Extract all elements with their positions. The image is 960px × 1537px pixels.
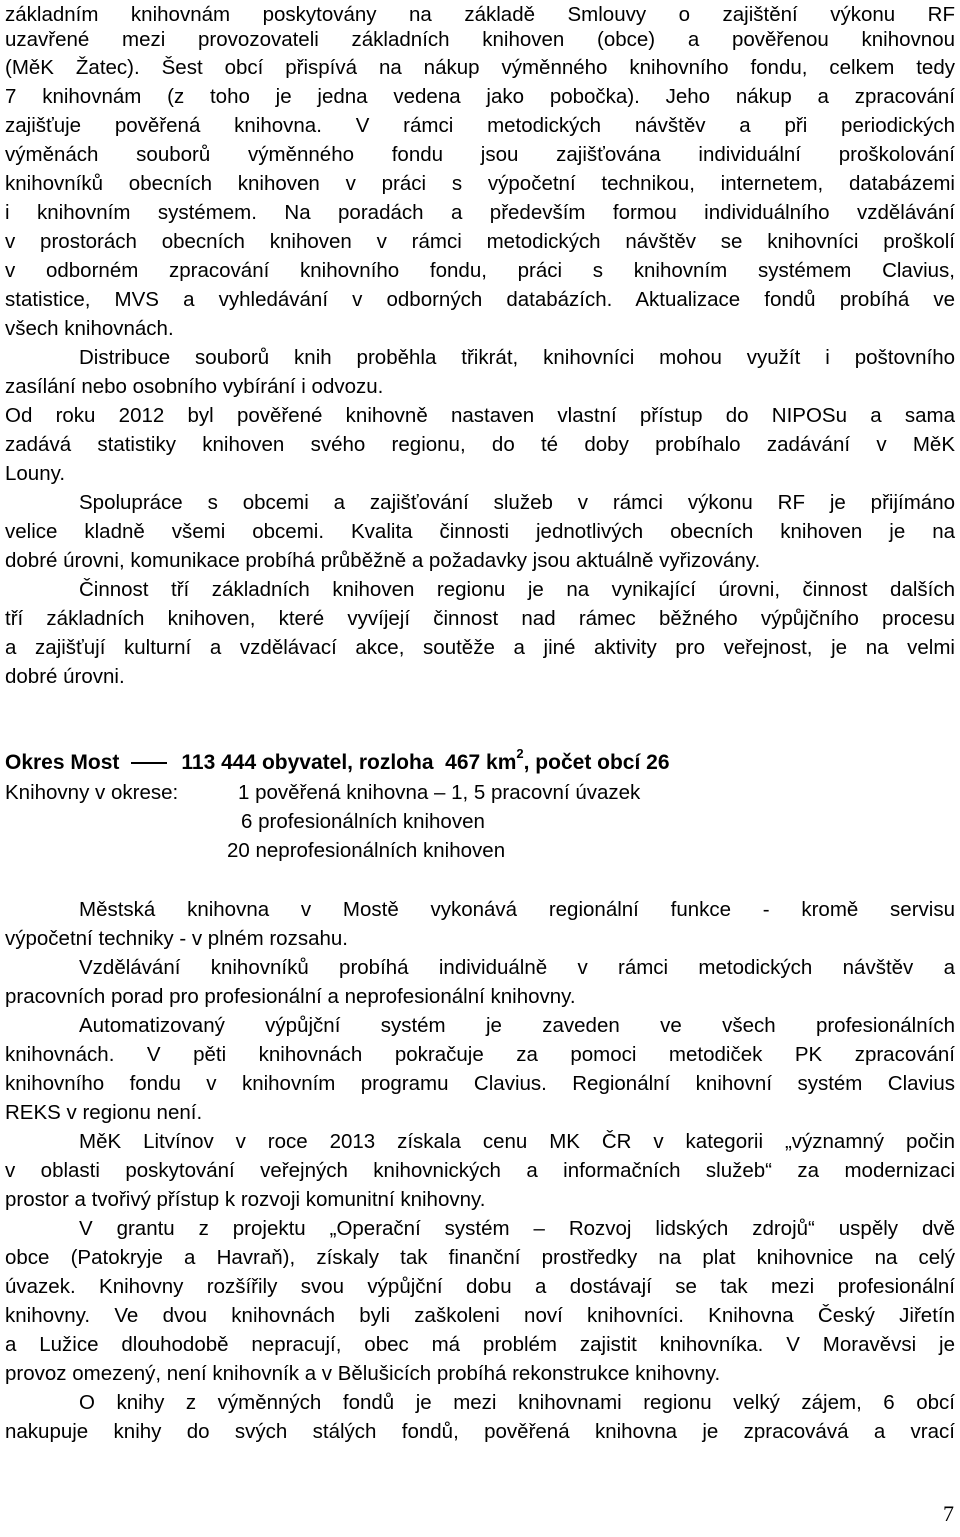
libraries-line-2: 6 profesionálních knihoven — [241, 810, 485, 833]
text-line: Louny. — [5, 462, 66, 485]
text-line: zajišťuje pověřená knihovna. V rámci metodických návštěv a při periodických — [5, 114, 955, 137]
text-line: Činnost tří základních knihoven regionu je na vynikající úrovni, činnost dalších — [79, 578, 955, 601]
text-line: Spolupráce s obcemi a zajišťování služeb v rámci výkonu RF je přijímáno — [79, 491, 955, 514]
text-line: uzavřené mezi provozovateli základních knihoven (obce) a pověřenou knihovnou — [5, 28, 955, 51]
text-line: všech knihovnách. — [5, 317, 174, 340]
libraries-label: Knihovny v okrese: — [5, 781, 179, 804]
text-line: statistice, MVS a vyhledávání v odborných databázích. Aktualizace fondů probíhá ve — [5, 288, 955, 311]
district-heading — [5, 748, 670, 778]
text-line: úvazek. Knihovny rozšířily svou výpůjční dobu a dostávají se tak mezi profesionální — [5, 1275, 955, 1298]
district-name: Okres Most — [5, 751, 120, 774]
text-line: REKS v regionu není. — [5, 1101, 203, 1124]
text-line: velice kladně všemi obcemi. Kvalita činnosti jednotlivých obecních knihoven je na — [5, 520, 955, 543]
text-line: O knihy z výměnných fondů je mezi knihovnami regionu velký zájem, 6 obcí — [79, 1391, 955, 1414]
libraries-line-1: 1 pověřená knihovna – 1, 5 pracovní úvazek — [238, 781, 641, 804]
text-line: Od roku 2012 byl pověřené knihovně nastaven vlastní přístup do NIPOSu a sama — [5, 404, 955, 427]
dash — [131, 762, 167, 764]
text-line: prostor a tvořivý přístup k rozvoji komunitní knihovny. — [5, 1188, 486, 1211]
district-municipalities: , počet obcí 26 — [523, 751, 670, 774]
text-line: v prostorách obecních knihoven v rámci metodických návštěv se knihovníci proškolí — [5, 230, 955, 253]
text-line: knihovního fondu v knihovním programu Clavius. Regionální knihovní systém Clavius — [5, 1072, 955, 1095]
text-line: výměnách souborů výměnného fondu jsou zajišťována individuální proškolování — [5, 143, 955, 166]
text-line: dobré úrovni. — [5, 665, 125, 688]
text-line: zadává statistiky knihoven svého regionu, do té doby probíhalo zadávání v MěK — [5, 433, 955, 456]
text-line: knihovnách. V pěti knihovnách pokračuje za pomoci metodiček PK zpracování — [5, 1043, 955, 1066]
text-line: tří základních knihoven, které vyvíjejí činnost nad rámec běžného výpůjčního procesu — [5, 607, 955, 630]
text-line: v odborném zpracování knihovního fondu, práci s knihovním systémem Clavius, — [5, 259, 955, 282]
text-line: i knihovním systémem. Na poradách a především formou individuálního vzdělávání — [5, 201, 955, 224]
text-line: dobré úrovni, komunikace probíhá průběžně a požadavky jsou aktuálně vyřizovány. — [5, 549, 761, 572]
text-line: v oblasti poskytování veřejných knihovnických a informačních služeb“ za modernizaci — [5, 1159, 955, 1182]
text-line: (MěK Žatec). Šest obcí přispívá na nákup výměnného knihovního fondu, celkem tedy — [5, 56, 955, 79]
text-line: Vzdělávání knihovníků probíhá individuálně v rámci metodických návštěv a — [79, 956, 955, 979]
text-line: knihovníků obecních knihoven v práci s výpočetní technikou, internetem, databázemi — [5, 172, 955, 195]
libraries-line-3: 20 neprofesionálních knihoven — [227, 839, 506, 862]
text-line: Distribuce souborů knih proběhla třikrát, knihovníci mohou využít i poštovního — [79, 346, 955, 369]
district-population: 113 444 obyvatel, rozloha — [181, 751, 434, 774]
text-line: V grantu z projektu „Operační systém – Rozvoj lidských zdrojů“ uspěly dvě — [79, 1217, 955, 1240]
district-area-sup: 2 — [516, 746, 524, 761]
text-line: pracovních porad pro profesionální a neprofesionální knihovny. — [5, 985, 576, 1008]
text-line: a zajišťují kulturní a vzdělávací akce, soutěže a jiné aktivity pro veřejnost, je na velmi — [5, 636, 955, 659]
text-line: zasílání nebo osobního vybírání i odvozu. — [5, 375, 384, 398]
text-line: knihovny. Ve dvou knihovnách byli zaškoleni noví knihovníci. Knihovna Český Jiřetín — [5, 1304, 955, 1327]
text-line: a Lužice dlouhodobě nepracují, obec má problém zajistit knihovníka. V Moravěvsi je — [5, 1333, 955, 1356]
text-line: Automatizovaný výpůjční systém je zaveden ve všech profesionálních — [79, 1014, 955, 1037]
page-number: 7 — [943, 1501, 954, 1526]
text-line: MěK Litvínov v roce 2013 získala cenu MK ČR v kategorii „významný počin — [79, 1130, 955, 1153]
text-line: Městská knihovna v Mostě vykonává regionální funkce - kromě servisu — [79, 898, 955, 921]
text-line: provoz omezený, není knihovník a v Bělušicích probíhá rekonstrukce knihovny. — [5, 1362, 721, 1385]
district-area: 467 km — [445, 751, 517, 774]
text-line: výpočetní techniky - v plném rozsahu. — [5, 927, 348, 950]
text-line: nakupuje knihy do svých stálých fondů, pověřená knihovna je zpracovává a vrací — [5, 1420, 955, 1443]
text-line: 7 knihovnám (z toho je jedna vedena jako pobočka). Jeho nákup a zpracování — [5, 85, 955, 108]
text-line: obce (Patokryje a Havraň), získaly tak finanční prostředky na plat knihovnice na celý — [5, 1246, 955, 1269]
text-line: základním knihovnám poskytovány na základě Smlouvy o zajištění výkonu RF — [5, 3, 955, 26]
